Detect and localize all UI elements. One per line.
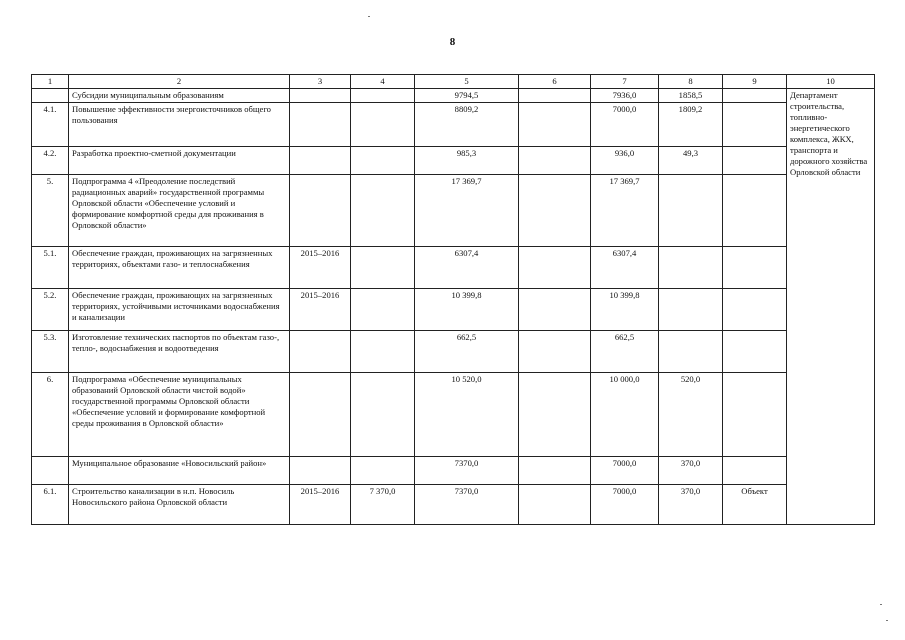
value-cell — [351, 289, 415, 331]
value-cell — [723, 289, 787, 331]
row-number-cell: 4.1. — [32, 103, 69, 147]
value-cell — [723, 175, 787, 247]
value-cell — [290, 147, 351, 175]
row-description-cell: Подпрограмма «Обеспечение муниципальных образований Орловской области чистой водой» государственной программы Орловской области «Обеспечение условий и формирование комфортной среды проживания в Орловской области» — [69, 373, 290, 457]
value-cell: 7936,0 — [591, 89, 659, 103]
table-row — [32, 147, 875, 175]
table-row — [32, 247, 875, 289]
row-number-cell: 6.1. — [32, 485, 69, 525]
value-cell: 8809,2 — [415, 103, 519, 147]
value-cell — [659, 247, 723, 289]
value-cell — [351, 373, 415, 457]
value-cell — [519, 485, 591, 525]
value-cell — [723, 457, 787, 485]
row-number-cell — [32, 457, 69, 485]
row-number-cell: 4.2. — [32, 147, 69, 175]
value-cell — [519, 331, 591, 373]
responsible-department-cell: Департамент строительства, топливно-энергетического комплекса, ЖКХ, транспорта и дорожного хозяйства Орловской области — [787, 89, 875, 525]
scan-mark — [368, 16, 370, 17]
value-cell — [659, 289, 723, 331]
value-cell: 2015–2016 — [290, 289, 351, 331]
row-number-cell: 6. — [32, 373, 69, 457]
table-row — [32, 485, 875, 525]
value-cell — [290, 457, 351, 485]
value-cell: 1809,2 — [659, 103, 723, 147]
row-number-cell — [32, 89, 69, 103]
value-cell: 7000,0 — [591, 103, 659, 147]
value-cell: 2015–2016 — [290, 485, 351, 525]
value-cell: 985,3 — [415, 147, 519, 175]
value-cell — [659, 175, 723, 247]
row-description-cell: Обеспечение граждан, проживающих на загрязненных территориях, объектами газо- и теплоснабжения — [69, 247, 290, 289]
budget-table — [31, 74, 875, 525]
value-cell — [659, 331, 723, 373]
value-cell — [351, 247, 415, 289]
header-cell: 3 — [290, 75, 351, 89]
header-cell: 4 — [351, 75, 415, 89]
scan-mark — [880, 604, 882, 605]
value-cell: 6307,4 — [415, 247, 519, 289]
row-description-cell: Строительство канализации в н.п. Новосиль Новосильского района Орловской области — [69, 485, 290, 525]
value-cell — [519, 373, 591, 457]
value-cell: 7000,0 — [591, 485, 659, 525]
value-cell — [351, 103, 415, 147]
table-row — [32, 103, 875, 147]
header-row — [32, 75, 875, 89]
value-cell: 520,0 — [659, 373, 723, 457]
value-cell: 7 370,0 — [351, 485, 415, 525]
value-cell — [723, 147, 787, 175]
header-cell: 7 — [591, 75, 659, 89]
row-description-cell: Муниципальное образование «Новосильский район» — [69, 457, 290, 485]
table-row — [32, 289, 875, 331]
value-cell: 662,5 — [591, 331, 659, 373]
value-cell: 10 399,8 — [591, 289, 659, 331]
row-description-cell: Обеспечение граждан, проживающих на загрязненных территориях, устойчивыми источниками водоснабжения и канализации — [69, 289, 290, 331]
value-cell — [519, 147, 591, 175]
table-row — [32, 457, 875, 485]
value-cell — [351, 457, 415, 485]
value-cell — [519, 289, 591, 331]
header-cell: 9 — [723, 75, 787, 89]
row-number-cell: 5. — [32, 175, 69, 247]
page-number: 8 — [449, 36, 456, 48]
value-cell: 17 369,7 — [591, 175, 659, 247]
row-description-cell: Повышение эффективности энергоисточников общего пользования — [69, 103, 290, 147]
value-cell — [723, 247, 787, 289]
header-cell: 1 — [32, 75, 69, 89]
header-cell: 10 — [787, 75, 875, 89]
value-cell: 7000,0 — [591, 457, 659, 485]
table-row — [32, 175, 875, 247]
value-cell — [519, 247, 591, 289]
row-description-cell: Субсидии муниципальным образованиям — [69, 89, 290, 103]
value-cell: 662,5 — [415, 331, 519, 373]
value-cell: 1858,5 — [659, 89, 723, 103]
table-row — [32, 89, 875, 103]
row-description-cell: Подпрограмма 4 «Преодоление последствий радиационных аварий» государственной программы Орловской области «Обеспечение условий и формирование комфортной среды для проживания в Орловской области» — [69, 175, 290, 247]
value-cell — [519, 457, 591, 485]
row-description-cell: Изготовление технических паспортов по объектам газо-, тепло-, водоснабжения и водоотведения — [69, 331, 290, 373]
value-cell — [519, 89, 591, 103]
value-cell — [351, 175, 415, 247]
header-cell: 8 — [659, 75, 723, 89]
header-cell: 5 — [415, 75, 519, 89]
value-cell: 17 369,7 — [415, 175, 519, 247]
value-cell: 9794,5 — [415, 89, 519, 103]
value-cell: 370,0 — [659, 485, 723, 525]
value-cell: 2015–2016 — [290, 247, 351, 289]
value-cell — [290, 89, 351, 103]
value-cell: 10 520,0 — [415, 373, 519, 457]
value-cell — [351, 331, 415, 373]
value-cell — [290, 373, 351, 457]
value-cell: 7370,0 — [415, 485, 519, 525]
value-cell — [290, 103, 351, 147]
value-cell — [519, 103, 591, 147]
table-row — [32, 373, 875, 457]
scan-mark — [886, 620, 888, 621]
value-cell — [290, 331, 351, 373]
header-cell: 2 — [69, 75, 290, 89]
value-cell: 10 000,0 — [591, 373, 659, 457]
value-cell: 6307,4 — [591, 247, 659, 289]
value-cell: 7370,0 — [415, 457, 519, 485]
row-number-cell: 5.1. — [32, 247, 69, 289]
value-cell — [723, 373, 787, 457]
row-number-cell: 5.2. — [32, 289, 69, 331]
table-row — [32, 331, 875, 373]
value-cell: 10 399,8 — [415, 289, 519, 331]
row-number-cell: 5.3. — [32, 331, 69, 373]
value-cell — [723, 89, 787, 103]
value-cell: 49,3 — [659, 147, 723, 175]
value-cell — [351, 147, 415, 175]
value-cell: 370,0 — [659, 457, 723, 485]
value-cell — [290, 175, 351, 247]
value-cell — [723, 103, 787, 147]
value-cell — [723, 331, 787, 373]
value-cell: Объект — [723, 485, 787, 525]
value-cell — [351, 89, 415, 103]
row-description-cell: Разработка проектно-сметной документации — [69, 147, 290, 175]
value-cell — [519, 175, 591, 247]
value-cell: 936,0 — [591, 147, 659, 175]
header-cell: 6 — [519, 75, 591, 89]
